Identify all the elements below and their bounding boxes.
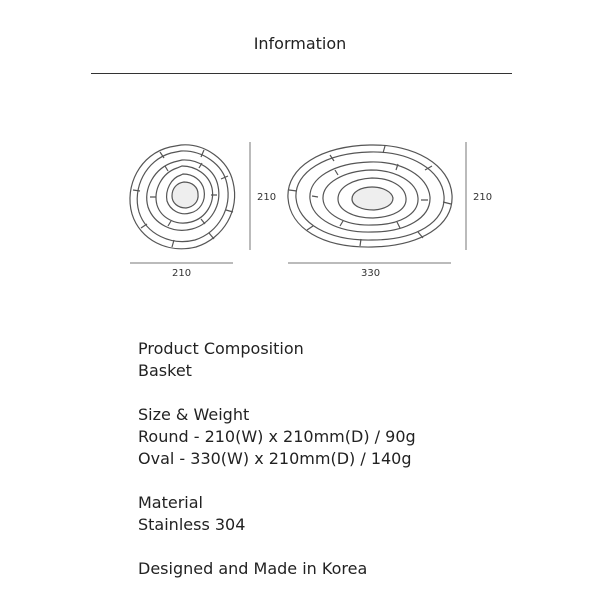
oval-basket-drawing [288,145,452,247]
composition-heading: Product Composition [138,339,304,358]
oval-depth-label: 210 [473,192,493,203]
composition-value: Basket [138,361,192,380]
material-heading: Material [138,493,203,512]
size-weight-heading: Size & Weight [138,405,250,424]
material-value: Stainless 304 [138,515,246,534]
size-weight-round: Round - 210(W) x 210mm(D) / 90g [138,427,416,446]
round-depth-label: 210 [257,192,277,203]
material-block [138,492,416,536]
size-weight-block [138,404,416,470]
origin-block [138,558,416,580]
round-width-label: 210 [172,268,192,279]
size-weight-oval: Oval - 330(W) x 210mm(D) / 140g [138,449,412,468]
composition-block [138,338,416,382]
page-title: Information [253,34,347,53]
round-basket-drawing [130,145,235,249]
origin-text: Designed and Made in Korea [138,559,368,578]
product-info [138,338,416,602]
oval-width-label: 330 [361,268,381,279]
